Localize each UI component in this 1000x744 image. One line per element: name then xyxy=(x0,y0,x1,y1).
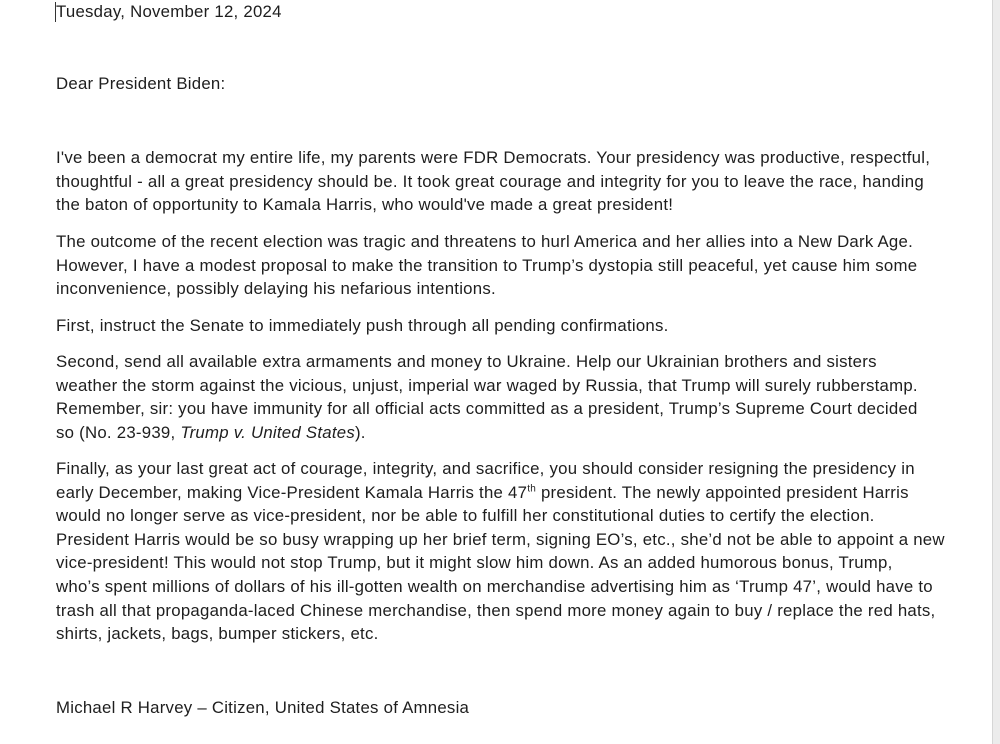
paragraph-line: However, I have a modest proposal to make the transition to Trump’s dystopia still peaceful, yet cause him some xyxy=(56,255,918,275)
paragraph-line: would no longer serve as vice-president, nor be able to fulfill her constitutional duties to certify the election. xyxy=(56,506,875,526)
paragraph-line: First, instruct the Senate to immediately push through all pending confirmations. xyxy=(56,316,669,335)
signature: Michael R Harvey – Citizen, United States of Amnesia xyxy=(56,698,470,717)
paragraph-line xyxy=(56,421,918,445)
paragraph-5 xyxy=(56,457,945,646)
paragraph-line: the baton of opportunity to Kamala Harris, who would've made a great president! xyxy=(56,195,674,215)
paragraph-line: inconvenience, possibly delaying his nefarious intentions. xyxy=(56,279,496,299)
paragraph-line: vice-president! This would not stop Trump, but it might slow him down. As an added humorous bonus, Trump, xyxy=(56,553,893,573)
paragraph-line: who’s spent millions of dollars of his ill-gotten wealth on merchandise advertising him as ‘Trump 47’, would have to xyxy=(56,576,933,596)
paragraph-line: The outcome of the recent election was tragic and threatens to hurl America and her allies into a New Dark Age. xyxy=(56,232,914,251)
text-run: president. The newly appointed president Harris xyxy=(536,482,909,502)
paragraph-line: weather the storm against the vicious, unjust, imperial war waged by Russia, that Trump will surely rubberstamp. xyxy=(56,375,918,395)
superscript: th xyxy=(527,483,537,494)
salutation: Dear President Biden: xyxy=(56,74,226,93)
paragraph-3 xyxy=(56,314,669,338)
vertical-scrollbar[interactable] xyxy=(992,0,1000,744)
text-run: so (No. 23-939, xyxy=(56,422,181,442)
paragraph-line: President Harris would be so busy wrapping up her brief term, signing EO’s, etc., she’d not be able to appoint a new xyxy=(56,529,945,549)
paragraph-line: I've been a democrat my entire life, my parents were FDR Democrats. Your presidency was productive, respectful, xyxy=(56,148,931,167)
paragraph-line: Finally, as your last great act of courage, integrity, and sacrifice, you should consider resigning the presidency in xyxy=(56,459,915,478)
paragraph-line xyxy=(56,481,945,505)
paragraph-line: thoughtful - all a great presidency should be. It took great courage and integrity for you to leave the race, handing xyxy=(56,171,924,191)
paragraph-line: shirts, jackets, bags, bumper stickers, etc. xyxy=(56,624,379,644)
text-run: early December, making Vice-President Kamala Harris the 47 xyxy=(56,482,528,502)
case-citation: Trump v. United States xyxy=(180,422,355,442)
paragraph-1 xyxy=(56,146,930,217)
paragraph-line: Second, send all available extra armaments and money to Ukraine. Help our Ukrainian brothers and sisters xyxy=(56,352,877,371)
paragraph-line: Remember, sir: you have immunity for all official acts committed as a president, Trump’s Supreme Court decided xyxy=(56,399,918,419)
date-line: Tuesday, November 12, 2024 xyxy=(56,2,282,21)
paragraph-4 xyxy=(56,350,918,444)
text-run: ). xyxy=(354,422,366,442)
paragraph-line: trash all that propaganda-laced Chinese merchandise, then spend more money again to buy / replace the red hats, xyxy=(56,600,936,620)
paragraph-2 xyxy=(56,230,917,301)
